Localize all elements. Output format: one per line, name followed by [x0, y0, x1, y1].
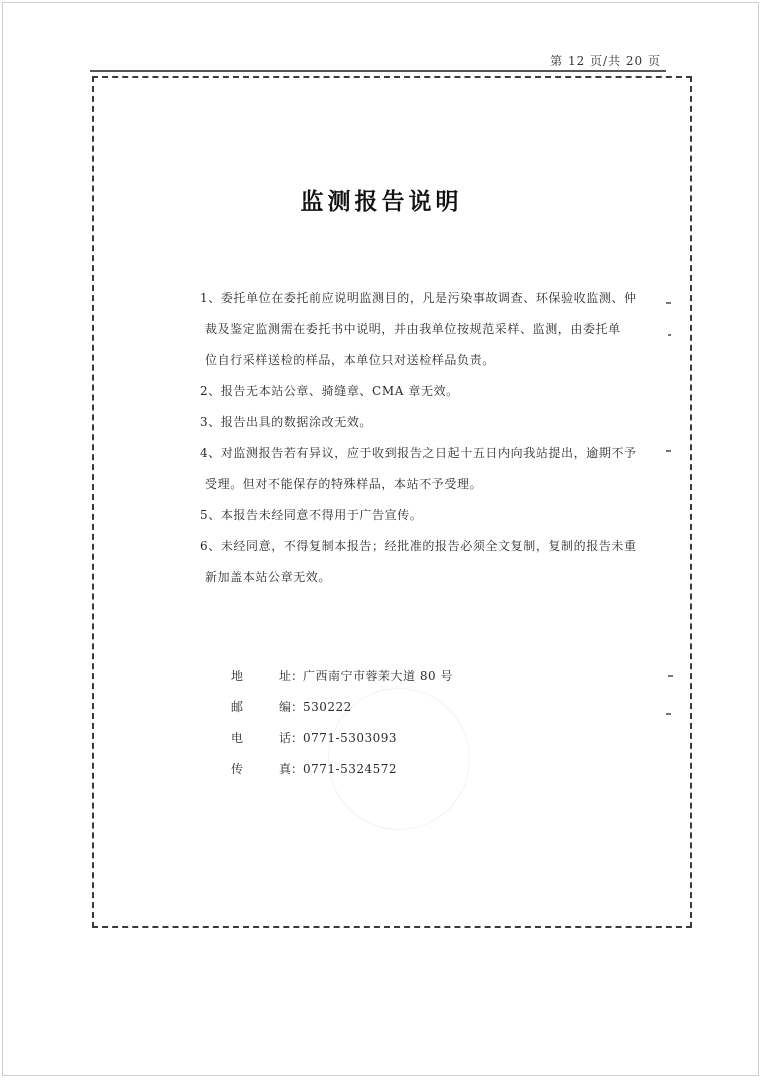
contact-row-phone [231, 722, 551, 753]
note-item [200, 407, 640, 438]
label-char: 电 [231, 731, 244, 745]
scan-mark [666, 450, 671, 452]
note-line: 4、对监测报告若有异议，应于收到报告之日起十五日内向我站提出，逾期不予 [200, 446, 637, 460]
note-line: 6、未经同意，不得复制本报告；经批准的报告必须全文复制，复制的报告未重 [200, 539, 637, 553]
note-line: 1、委托单位在委托前应说明监测目的，凡是污染事故调查、环保验收监测、仲 [200, 291, 637, 305]
scan-mark [668, 334, 671, 336]
note-line: 5、本报告未经同意不得用于广告宣传。 [200, 508, 423, 522]
scan-mark [668, 675, 673, 677]
contact-row-address [231, 660, 551, 691]
contact-label [231, 667, 303, 684]
label-char: 邮 [231, 700, 244, 714]
note-line: 裁及鉴定监测需在委托书中说明，并由我单位按规范采样、监测，由委托单 [205, 322, 621, 336]
label-char: 地 [231, 669, 244, 683]
note-item [200, 438, 640, 500]
note-line: 受理。但对不能保存的特殊样品，本站不予受理。 [205, 477, 483, 491]
document-title: 监测报告说明 [300, 188, 463, 215]
label-char: 真： [278, 762, 303, 776]
note-line: 新加盖本站公章无效。 [205, 570, 332, 584]
scan-mark [666, 302, 671, 304]
note-item [200, 376, 640, 407]
contact-row-fax [231, 753, 551, 784]
contact-value: 广西南宁市蓉茉大道 80 号 [303, 669, 453, 683]
scan-mark [666, 713, 671, 715]
note-item [200, 531, 640, 593]
note-item [200, 500, 640, 531]
contact-row-postcode [231, 691, 551, 722]
label-char: 传 [231, 762, 244, 776]
header-rule [90, 70, 666, 72]
note-item [200, 283, 640, 376]
contact-value: 530222 [303, 699, 352, 714]
contact-label [231, 729, 303, 746]
contact-value: 0771-5324572 [303, 761, 398, 776]
label-char: 址： [278, 669, 303, 683]
contact-label [231, 698, 303, 715]
contact-label [231, 760, 303, 777]
page-indicator: 第 12 页/共 20 页 [550, 54, 661, 68]
note-line: 2、报告无本站公章、骑缝章、CMA 章无效。 [200, 384, 459, 398]
label-char: 编： [278, 700, 303, 714]
note-line: 3、报告出具的数据涂改无效。 [200, 415, 373, 429]
notes-list [200, 283, 640, 593]
contact-block [231, 660, 551, 784]
note-line: 位自行采样送检的样品，本单位只对送检样品负责。 [205, 353, 495, 367]
contact-value: 0771-5303093 [303, 730, 398, 745]
label-char: 话： [278, 731, 303, 745]
